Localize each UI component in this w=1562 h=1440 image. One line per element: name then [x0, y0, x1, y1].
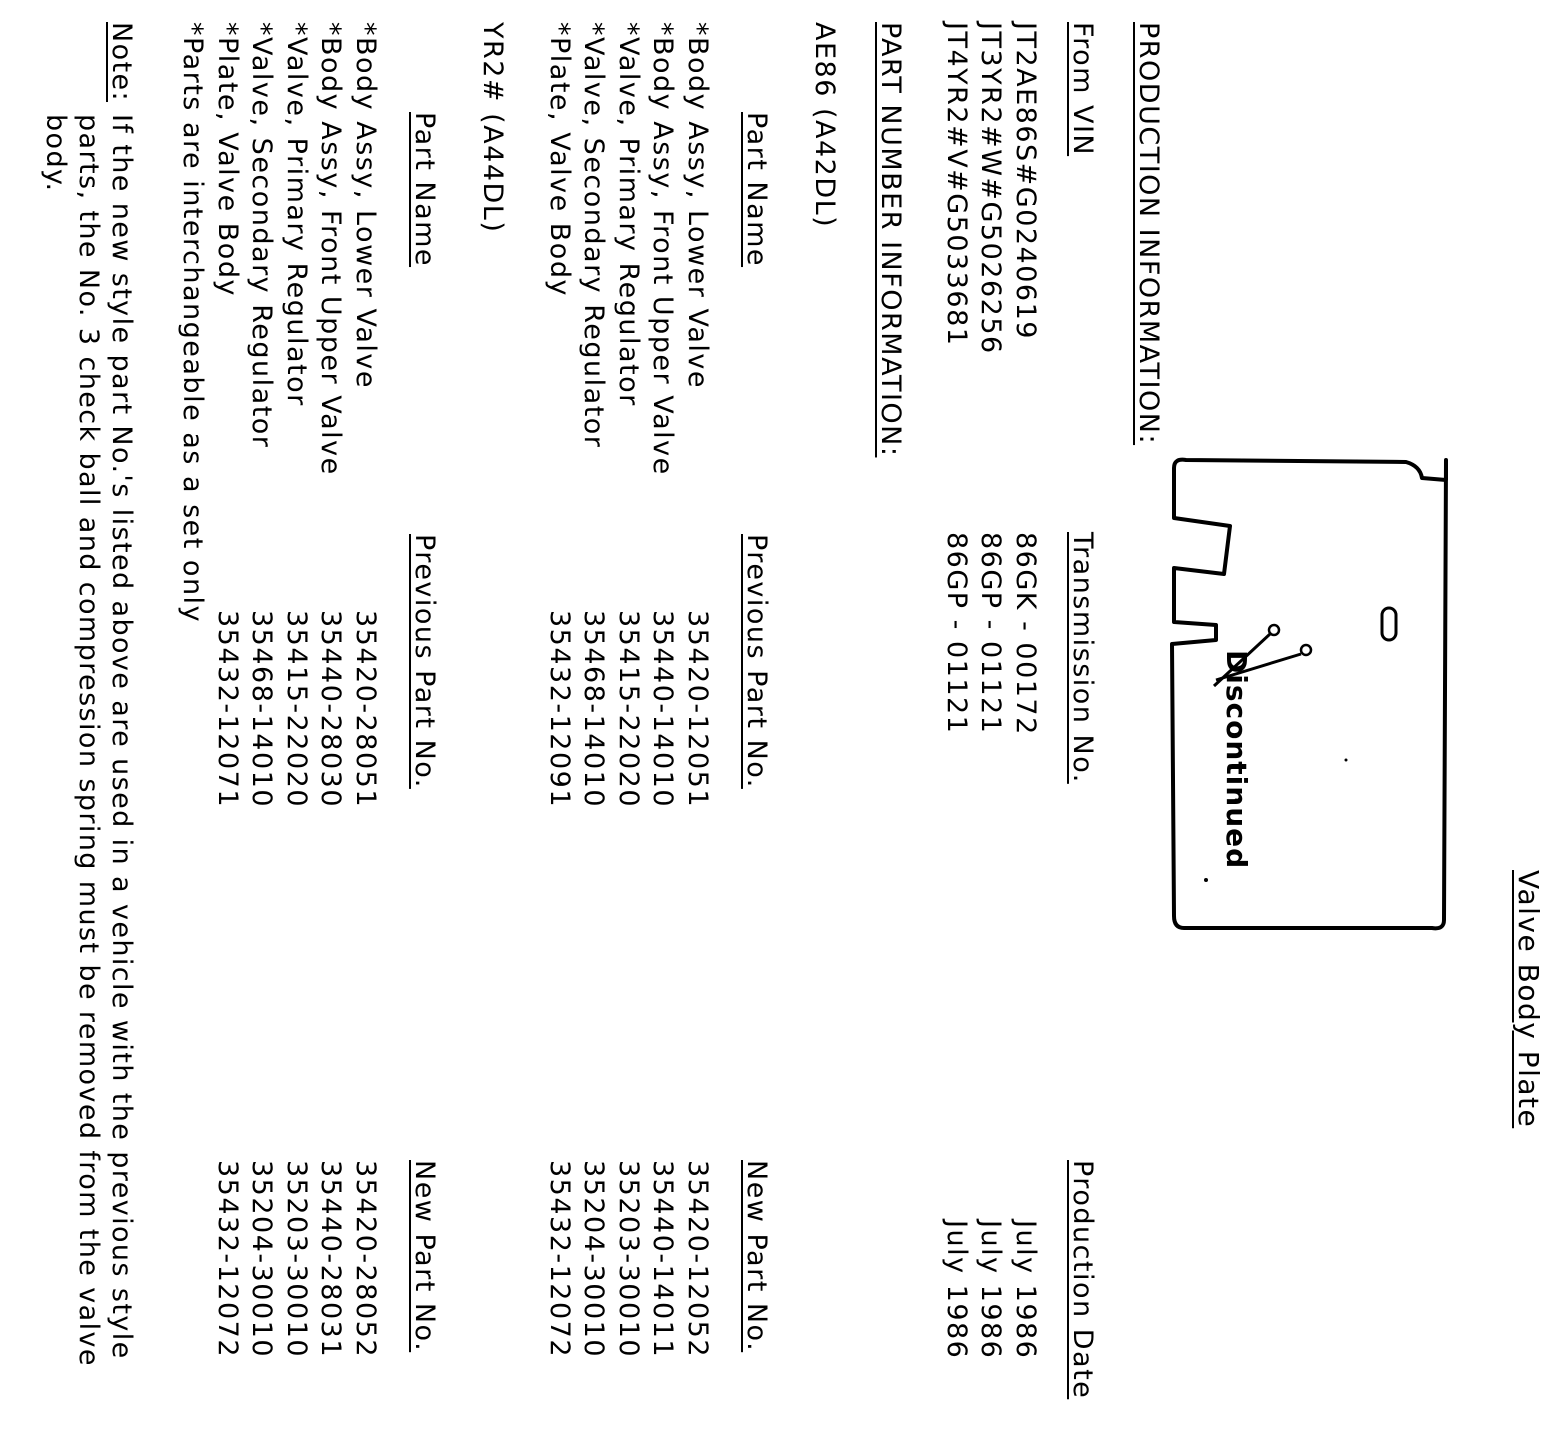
new-part-header: New Part No. [741, 1160, 772, 1353]
vin-header: From VIN [1067, 22, 1098, 157]
previous-part-cell: 35440-14010 [647, 610, 679, 809]
transmission-cell: 86GK - 00172 [1010, 532, 1041, 736]
part-name-cell: *Valve, Primary Regulator [281, 22, 312, 407]
part-name-header: Part Name [741, 112, 772, 268]
model-heading-ae86: AE86 (A42DL) [809, 22, 840, 229]
part-name-cell: *Body Assy, Lower Valve [350, 22, 381, 389]
date-header: Production Date [1067, 1160, 1098, 1400]
previous-part-cell: 35468-14010 [578, 610, 610, 809]
note-text: If the new style part No.'s listed above are used in a vehicle with the previous style parts, the No. 3 check ball and compression spring must be removed from the valve body. [40, 114, 137, 1367]
previous-part-cell: 35432-12091 [544, 610, 575, 809]
vin-cell: JT4YR2#V#G5033681 [941, 22, 972, 347]
previous-part-cell: 35440-28030 [315, 610, 347, 809]
date-cell: July 1986 [1010, 1220, 1041, 1360]
hole-a [1301, 645, 1311, 655]
previous-part-column [210, 610, 383, 808]
part-name-cell: *Valve, Secondary Regulator [578, 22, 610, 449]
new-part-cell: 35440-14011 [647, 1160, 679, 1359]
previous-part-column [542, 610, 715, 808]
part-name-column [542, 22, 715, 476]
date-cell: July 1986 [975, 1220, 1007, 1360]
new-part-cell: 35420-12052 [682, 1160, 713, 1359]
part-name-cell: *Body Assy, Front Upper Valve [315, 22, 347, 476]
new-part-cell: 35203-30010 [613, 1160, 644, 1359]
transmission-cell: 86GP - 01121 [975, 532, 1007, 735]
new-part-header: New Part No. [409, 1160, 440, 1353]
part-name-cell: *Plate, Valve Body [212, 22, 243, 297]
part-name-cell: *Body Assy, Lower Valve [682, 22, 713, 389]
hole-b [1269, 625, 1279, 635]
part-name-header: Part Name [409, 112, 440, 268]
new-part-cell: 35204-30010 [578, 1160, 610, 1359]
slot-hole [1382, 608, 1396, 640]
transmission-column [939, 532, 1043, 736]
new-part-cell: 35204-30010 [246, 1160, 278, 1359]
figure-title: Valve Body Plate [1512, 870, 1545, 1129]
part-name-cell: *Valve, Primary Regulator [613, 22, 644, 407]
plate-outline [1172, 460, 1446, 929]
new-part-cell: 35440-28031 [315, 1160, 347, 1359]
interchangeable-footnote: *Parts are interchangeable as a set only [177, 22, 208, 624]
vin-column [939, 22, 1043, 355]
previous-part-header: Previous Part No. [741, 534, 772, 789]
transmission-header: Transmission No. [1067, 532, 1098, 784]
previous-part-cell: 35420-28051 [350, 610, 381, 809]
new-part-column [210, 1160, 383, 1358]
previous-part-cell: 35415-22020 [281, 610, 312, 809]
discontinued-callout: Discontinued [1220, 650, 1253, 870]
new-part-cell: 35203-30010 [281, 1160, 312, 1359]
previous-part-cell: 35468-14010 [246, 610, 278, 809]
new-part-cell: 35432-12072 [212, 1160, 243, 1359]
note-label: Note: [106, 22, 137, 103]
new-part-cell: 35432-12072 [544, 1160, 575, 1359]
note-block [39, 22, 138, 1382]
part-name-cell: *Valve, Secondary Regulator [246, 22, 278, 449]
previous-part-cell: 35415-22020 [613, 610, 644, 809]
date-cell: July 1986 [941, 1220, 972, 1360]
part-name-cell: *Body Assy, Front Upper Valve [647, 22, 679, 476]
previous-part-cell: 35432-12071 [212, 610, 243, 809]
date-column [939, 1220, 1043, 1359]
model-heading-yr2: YR2# (A44DL) [477, 22, 508, 234]
part-name-cell: *Plate, Valve Body [544, 22, 575, 297]
part-info-heading: PART NUMBER INFORMATION: [875, 22, 906, 458]
previous-part-cell: 35420-12051 [682, 610, 713, 809]
production-heading: PRODUCTION INFORMATION: [1133, 22, 1164, 446]
vin-cell: JT2AE86S#G0240619 [1010, 22, 1041, 340]
transmission-cell: 86GP - 01121 [941, 532, 972, 735]
part-name-column [210, 22, 383, 476]
previous-part-header: Previous Part No. [409, 534, 440, 789]
vin-cell: JT3YR2#W#G5026256 [975, 22, 1007, 355]
new-part-column [542, 1160, 715, 1358]
new-part-cell: 35420-28052 [350, 1160, 381, 1359]
